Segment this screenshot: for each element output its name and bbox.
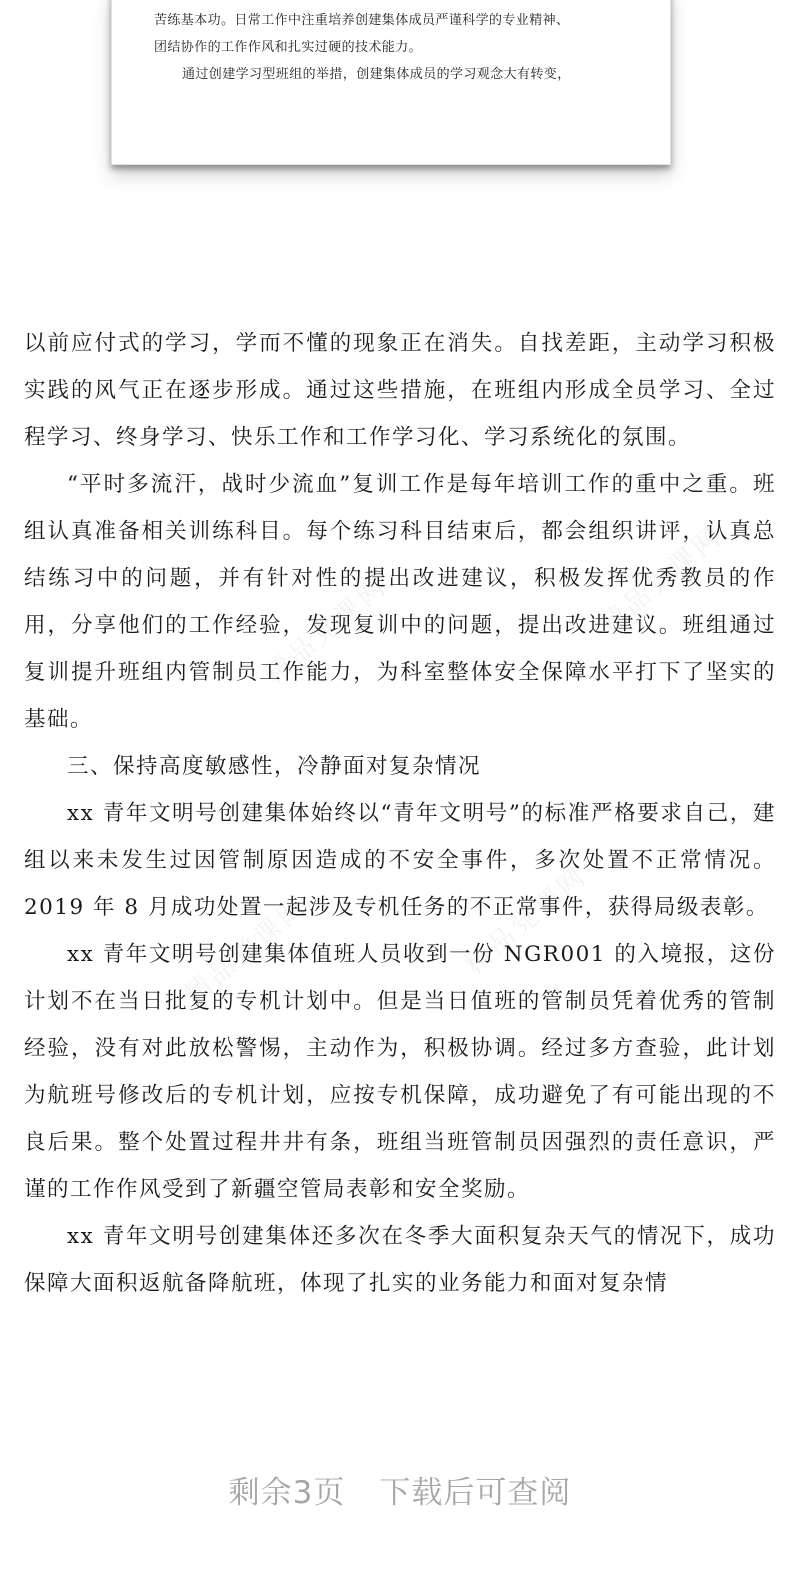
preview-line: 苦练基本功。日常工作中注重培养创建集体成员严谨科学的专业精神、 xyxy=(154,13,570,28)
section-heading: 三、保持高度敏感性，冷静面对复杂情况 xyxy=(67,754,482,779)
download-hint-label: 下载后可查阅 xyxy=(379,1475,572,1511)
watermark: 精品党课网 xyxy=(259,570,394,691)
preview-line: 通过创建学习型班组的举措，创建集体成员的学习观念大有转变， xyxy=(182,67,571,82)
paragraph: “平时多流汗，战时少流血”复训工作是每年培训工作的重中之重。班组认真准备相关训练科目。每个练习科目结束后，都会组织讲评，认真总结练习中的问题，并有针对性的提出改进建议，积极发挥优秀教员的作用，分享他们的工作经验，发现复训中的问题，提出改进建议。班组通过复训提升班组内管制员工作能力，为科室整体安全保障水平打下了坚实的基础。 xyxy=(24,472,776,732)
watermark: 精品党课网 xyxy=(594,520,729,641)
paragraph: xx 青年文明号创建集体始终以“青年文明号”的标准严格要求自己，建组以来未发生过因管制原因造成的不安全事件，多次处置不正常情况。2019 年 8 月成功处置一起涉及专机任务的不正常事件，获得局级表彰。 xyxy=(24,801,776,920)
watermark: 精品党课网 xyxy=(459,860,594,981)
remaining-pages-label: 剩余3页 xyxy=(228,1475,346,1511)
watermark: 精品党课网 xyxy=(179,890,314,1011)
preview-line: 团结协作的工作作风和扎实过硬的技术能力。 xyxy=(154,40,423,55)
paragraph: 以前应付式的学习，学而不懂的现象正在消失。自找差距，主动学习积极实践的风气正在逐步形成。通过这些措施，在班组内形成全员学习、全过程学习、终身学习、快乐工作和工作学习化、学习系统化的氛围。 xyxy=(24,331,776,450)
download-to-read-more-banner[interactable] xyxy=(0,1465,800,1521)
previous-page-preview xyxy=(111,0,671,165)
paragraph: xx 青年文明号创建集体还多次在冬季大面积复杂天气的情况下，成功保障大面积返航备降航班，体现了扎实的业务能力和面对复杂情 xyxy=(24,1224,776,1296)
paragraph: xx 青年文明号创建集体值班人员收到一份 NGR001 的入境报，这份计划不在当日批复的专机计划中。但是当日值班的管制员凭着优秀的管制经验，没有对此放松警惕，主动作为，积极协调。经过多方查验，此计划为航班号修改后的专机计划，应按专机保障，成功避免了有可能出现的不良后果。整个处置过程井井有条，班组当班管制员因强烈的责任意识，严谨的工作作风受到了新疆空管局表彰和安全奖励。 xyxy=(24,942,776,1202)
document-body xyxy=(24,320,776,1307)
